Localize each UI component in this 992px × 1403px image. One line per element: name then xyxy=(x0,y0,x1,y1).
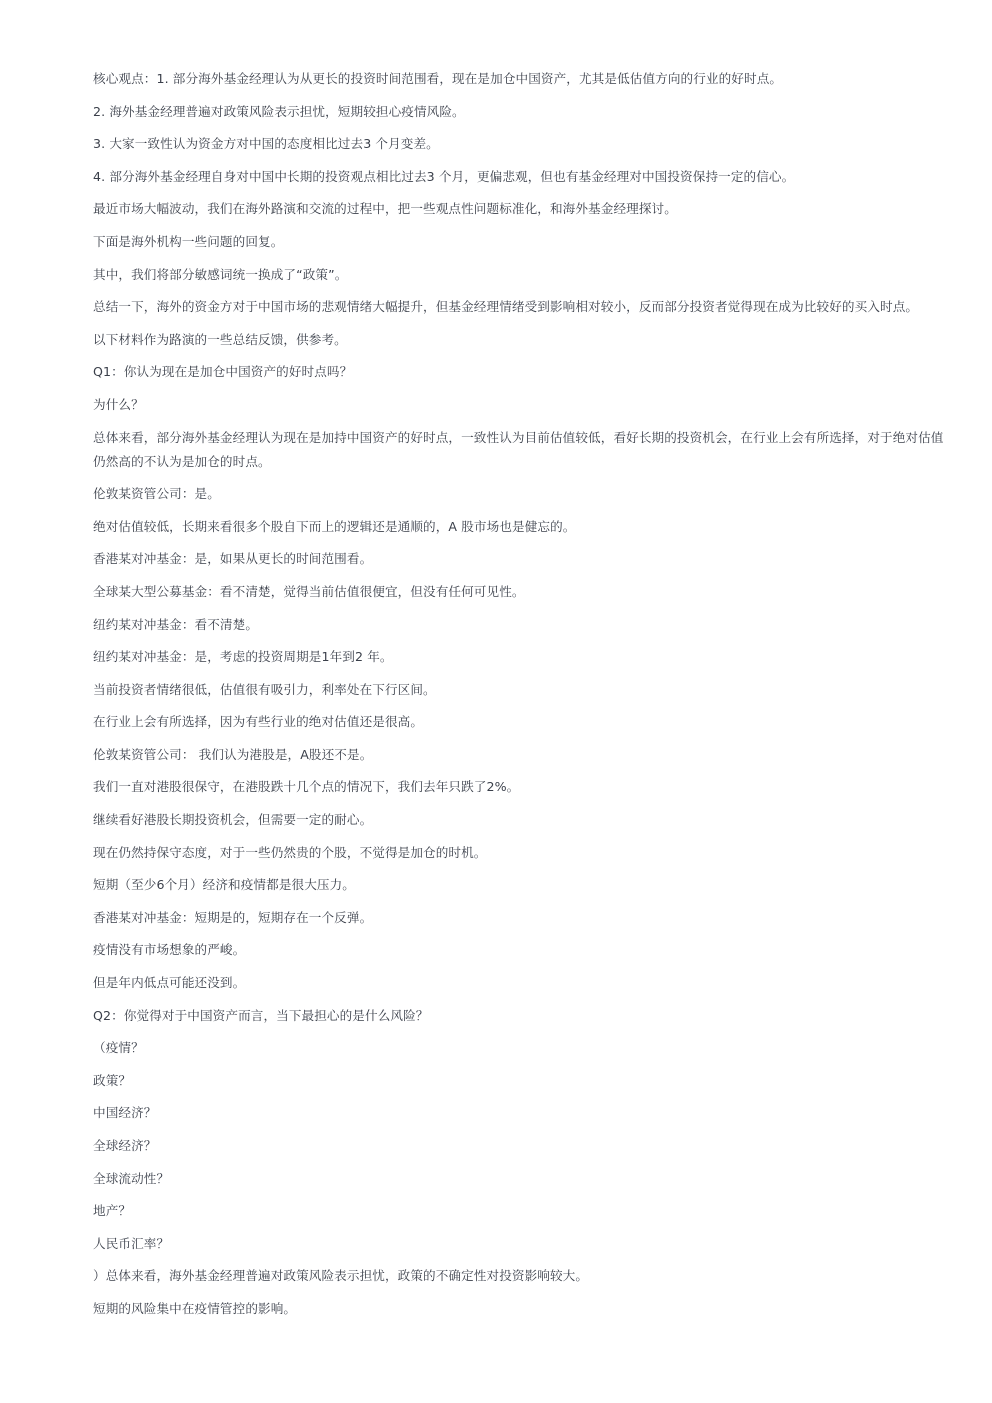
question-q2: Q2：你觉得对于中国资产而言，当下最担心的是什么风险？ xyxy=(93,1007,429,1023)
q2-option: 人民币汇率？ xyxy=(93,1235,170,1251)
q2-option: （疫情？ xyxy=(93,1040,144,1056)
answer-paragraph: 疫情没有市场想象的严峻。 xyxy=(93,942,246,958)
key-points-intro: 核心观点：1. 部分海外基金经理认为从更长的投资时间范围看，现在是加仓中国资产，尤其是低估值方向的行业的好时点。 xyxy=(93,71,783,86)
answer-paragraph: 全球某大型公募基金：看不清楚，觉得当前估值很便宜，但没有任何可见性。 xyxy=(93,583,525,599)
answer-paragraph: 绝对估值较低，长期来看很多个股自下而上的逻辑还是通顺的，A 股市场也是健忘的。 xyxy=(93,518,576,534)
answer-paragraph: 纽约某对冲基金：是，考虑的投资周期是1年到2 年。 xyxy=(93,649,393,665)
question-q1: Q1：你认为现在是加仓中国资产的好时点吗？ xyxy=(93,364,353,380)
paragraph: 最近市场大幅波动，我们在海外路演和交流的过程中，把一些观点性问题标准化，和海外基金经理探讨。 xyxy=(93,201,677,217)
answer-paragraph: 在行业上会有所选择，因为有些行业的绝对估值还是很高。 xyxy=(93,714,424,730)
q2-option: 中国经济？ xyxy=(93,1105,157,1121)
summary-paragraph: 总结一下，海外的资金方对于中国市场的悲观情绪大幅提升，但基金经理情绪受到影响相对较小，反而部分投资者觉得现在成为比较好的买入时点。 xyxy=(93,299,919,315)
key-point-4: 4. 部分海外基金经理自身对中国中长期的投资观点相比过去3 个月，更偏悲观，但也有基金经理对中国投资保持一定的信心。 xyxy=(93,168,795,184)
answer-paragraph: 但是年内低点可能还没到。 xyxy=(93,975,246,991)
paragraph: 为什么？ xyxy=(93,396,144,412)
q2-summary: ）总体来看，海外基金经理普遍对政策风险表示担忧，政策的不确定性对投资影响较大。 xyxy=(93,1268,589,1284)
answer-paragraph: 香港某对冲基金：是，如果从更长的时间范围看。 xyxy=(93,551,373,567)
answer-paragraph: 继续看好港股长期投资机会，但需要一定的耐心。 xyxy=(93,812,373,828)
paragraph: 以下材料作为路演的一些总结反馈，供参考。 xyxy=(93,331,347,347)
document-body xyxy=(93,67,945,1330)
q2-option: 地产？ xyxy=(93,1203,132,1219)
answer-paragraph: 短期（至少6个月）经济和疫情都是很大压力。 xyxy=(93,877,355,893)
answer-paragraph: 我们一直对港股很保守，在港股跌十几个点的情况下，我们去年只跌了2%。 xyxy=(93,779,520,795)
paragraph: 下面是海外机构一些问题的回复。 xyxy=(93,233,284,249)
paragraph: 其中，我们将部分敏感词统一换成了“政策”。 xyxy=(93,266,348,282)
answer-paragraph: 短期的风险集中在疫情管控的影响。 xyxy=(93,1300,297,1316)
q1-summary: 总体来看，部分海外基金经理认为现在是加持中国资产的好时点，一致性认为目前估值较低，看好长期的投资机会，在行业上会有所选择，对于绝对估值仍然高的不认为是加仓的时点。 xyxy=(93,429,944,469)
q2-option: 全球经济？ xyxy=(93,1138,157,1153)
answer-paragraph: 伦敦某资管公司：是。 xyxy=(93,486,220,502)
answer-paragraph: 纽约某对冲基金：看不清楚。 xyxy=(93,616,259,632)
q2-option: 全球流动性？ xyxy=(93,1170,170,1186)
key-point-3: 3. 大家一致性认为资金方对中国的态度相比过去3 个月变差。 xyxy=(93,136,439,152)
answer-paragraph: 伦敦某资管公司： 我们认为港股是，A股还不是。 xyxy=(93,746,373,762)
answer-paragraph: 当前投资者情绪很低，估值很有吸引力，利率处在下行区间。 xyxy=(93,681,436,697)
answer-paragraph: 香港某对冲基金：短期是的，短期存在一个反弹。 xyxy=(93,909,373,925)
answer-paragraph: 现在仍然持保守态度，对于一些仍然贵的个股，不觉得是加仓的时机。 xyxy=(93,844,487,860)
key-point-2: 2. 海外基金经理普遍对政策风险表示担忧，短期较担心疫情风险。 xyxy=(93,103,465,119)
q2-option: 政策？ xyxy=(93,1072,132,1088)
